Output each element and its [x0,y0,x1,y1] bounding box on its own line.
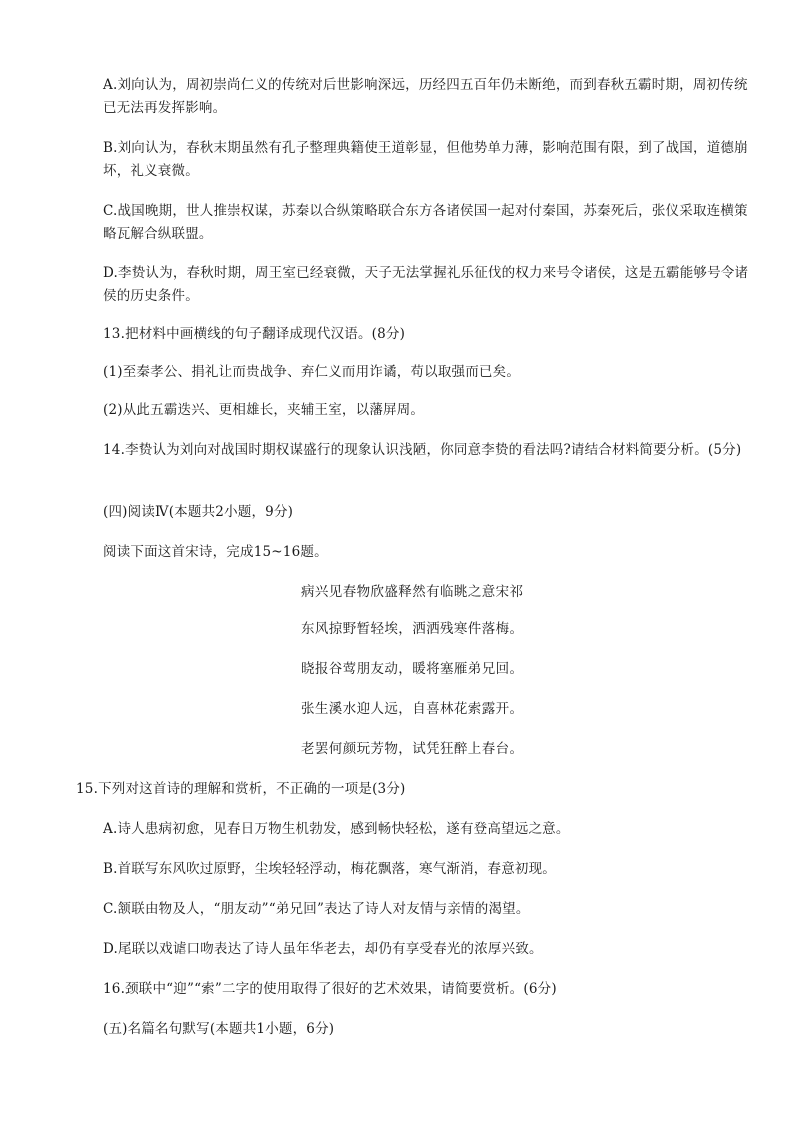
option-c-q12: C.战国晚期，世人推崇权谋，苏秦以合纵策略联合东方各诸侯国一起对付秦国，苏秦死后，张仪采取连横策略瓦解合纵联盟。 [103,203,748,242]
poem-line-2: 晓报谷莺朋友动，暖将塞雁弟兄回。 [301,661,524,677]
poem-line-4: 老罢何颜玩芳物，试凭狂醉上春台。 [301,741,524,757]
option-d-q15: D.尾联以戏谑口吻表达了诗人虽年华老去，却仍有享受春光的浓厚兴致。 [103,941,543,957]
option-c-q15: C.颔联由物及人，“朋友动”“弟兄回”表达了诗人对友情与亲情的渴望。 [103,901,530,917]
question-15-stem: 15.下列对这首诗的理解和赏析，不正确的一项是(3分) [76,781,406,797]
option-d-q12: D.李贽认为，春秋时期，周王室已经衰微，天子无法掌握礼乐征伐的权力来号令诸侯，这是五霸能够号令诸侯的历史条件。 [103,265,749,304]
question-14-stem: 14.李贽认为刘向对战国时期权谋盛行的现象认识浅陋，你同意李贽的看法吗?请结合材料简要分析。(5分) [103,442,742,458]
question-16-stem: 16.颈联中“迎”“索”二字的使用取得了很好的艺术效果，请简要赏析。(6分) [103,981,557,997]
poem-line-3: 张生溪水迎人远，自喜林花索露开。 [301,701,524,717]
question-13-stem: 13.把材料中画横线的句子翻译成现代汉语。(8分) [103,326,406,342]
poem-line-1: 东风掠野暂轻埃，洒洒残寒件落梅。 [301,621,524,637]
question-13-sentence-1: (1)至秦孝公、捐礼让而贵战争、弃仁义而用诈谲，苟以取强而已矣。 [103,364,521,380]
option-a-q12: A.刘向认为，周初崇尚仁义的传统对后世影响深远，历经四五百年仍未断绝，而到春秋五霸时期，周初传统已无法再发挥影响。 [103,77,748,116]
section-5-heading: (五)名篇名句默写(本题共1小题，6分) [103,1021,335,1037]
option-b-q12: B.刘向认为，春秋末期虽然有孔子整理典籍使王道彰显，但他势单力薄，影响范围有限，到了战国，道德崩坏，礼义衰微。 [103,140,748,179]
poem-title: 病兴见春物欣盛释然有临眺之意宋祁 [301,584,524,600]
section-4-heading: (四)阅读Ⅳ(本题共2小题，9分) [103,504,294,520]
section-4-instruction: 阅读下面这首宋诗，完成15~16题。 [103,544,328,560]
option-a-q15: A.诗人患病初愈，见春日万物生机勃发，感到畅快轻松，遂有登高望远之意。 [103,821,570,837]
option-b-q15: B.首联写东风吹过原野，尘埃轻轻浮动，梅花飘落，寒气渐消，春意初现。 [103,861,557,877]
question-13-sentence-2: (2)从此五霸迭兴、更相雄长，夹辅王室，以藩屏周。 [103,402,425,418]
